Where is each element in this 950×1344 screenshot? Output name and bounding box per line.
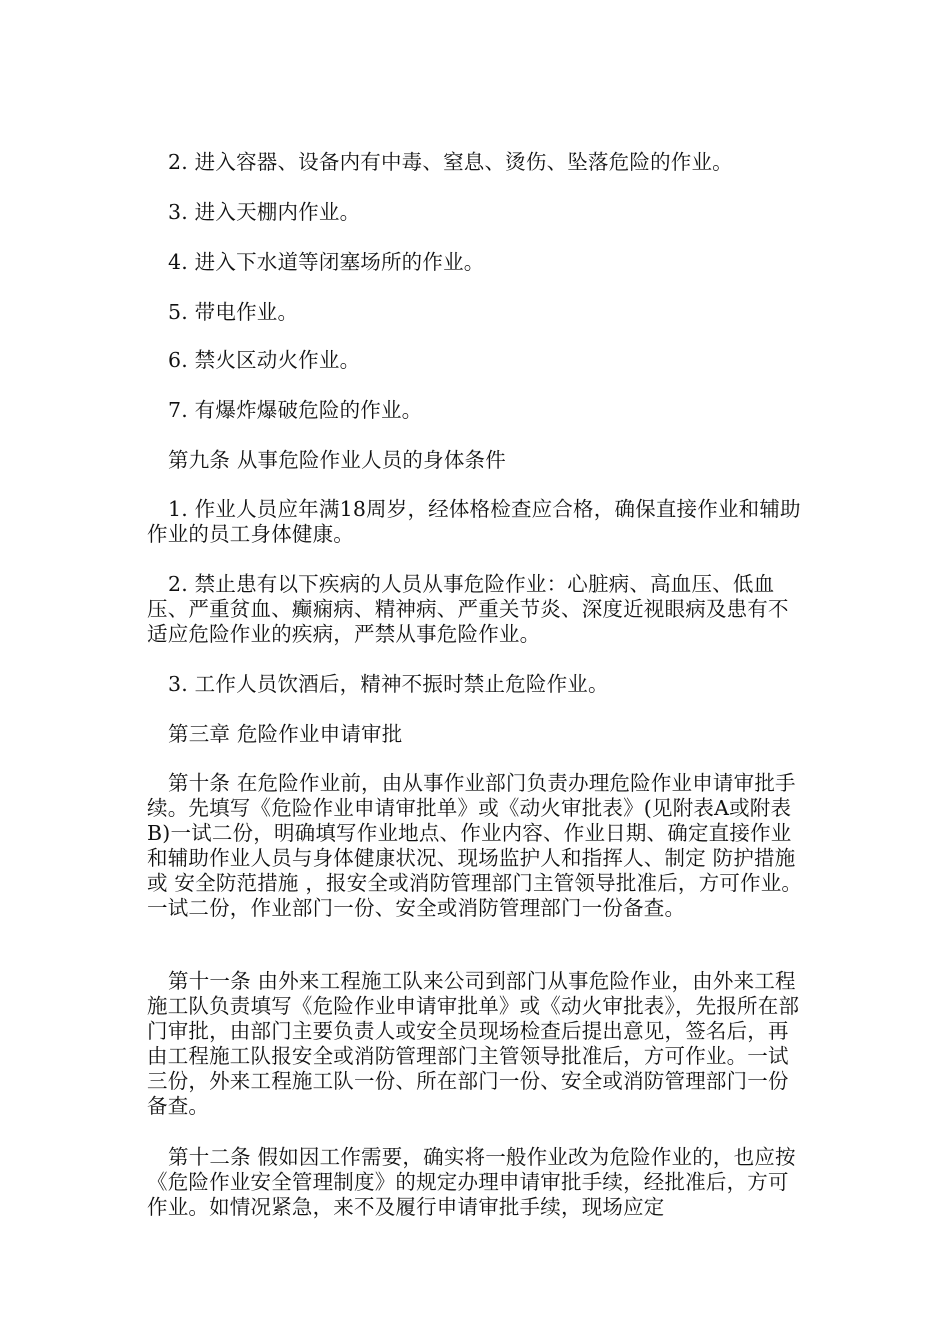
list-item-6: 6. 禁火区动火作业。 [168, 348, 361, 372]
article-9-item-2: 2. 禁止患有以下疾病的人员从事危险作业：心脏病、高血压、低血压、严重贫血、癫痫病、精神病、严重关节炎、深度近视眼病及患有不适应危险作业的疾病，严禁从事危险作业。 [147, 572, 789, 646]
list-item-4: 4. 进入下水道等闭塞场所的作业。 [168, 250, 485, 274]
list-item-7: 7. 有爆炸爆破危险的作业。 [168, 398, 423, 422]
list-item-2: 2. 进入容器、设备内有中毒、窒息、烫伤、坠落危险的作业。 [168, 150, 733, 174]
article-11: 第十一条 由外来工程施工队来公司到部门从事危险作业，由外来工程施工队负责填写《危险作业申请审批单》或《动火审批表》，先报所在部门审批，由部门主要负责人或安全员现场检查后提出意见，签名后，再由工程施工队报安全或消防管理部门主管领导批准后，方可作业。一试三份，外来工程施工队一份、所在部门一份、安全或消防管理部门一份备查。 [147, 969, 800, 1118]
chapter-3-heading: 第三章 危险作业申请审批 [168, 722, 403, 746]
article-9-item-3: 3. 工作人员饮酒后，精神不振时禁止危险作业。 [168, 672, 609, 696]
article-9-heading: 第九条 从事危险作业人员的身体条件 [168, 448, 506, 472]
article-10: 第十条 在危险作业前，由从事作业部门负责办理危险作业申请审批手续。先填写《危险作业申请审批单》或《动火审批表》(见附表A或附表B)一试二份，明确填写作业地点、作业内容、作业日期、确定直接作业和辅助作业人员与身体健康状况、现场监护人和指挥人、制定 防护措施 或 安全防范措施 ，报安全或消防管理部门主管领导批准后，方可作业。一试二份，作业部门一份、安全或消防管理部门一份备查。 [147, 771, 803, 920]
list-item-5: 5. 带电作业。 [168, 300, 299, 324]
article-12: 第十二条 假如因工作需要，确实将一般作业改为危险作业的，也应按《危险作业安全管理制度》的规定办理申请审批手续，经批准后，方可作业。如情况紧急，来不及履行申请审批手续，现场应定 [147, 1145, 796, 1219]
article-9-item-1: 1. 作业人员应年满18周岁，经体格检查应合格，确保直接作业和辅助作业的员工身体健康。 [147, 497, 801, 546]
list-item-3: 3. 进入天棚内作业。 [168, 200, 361, 224]
